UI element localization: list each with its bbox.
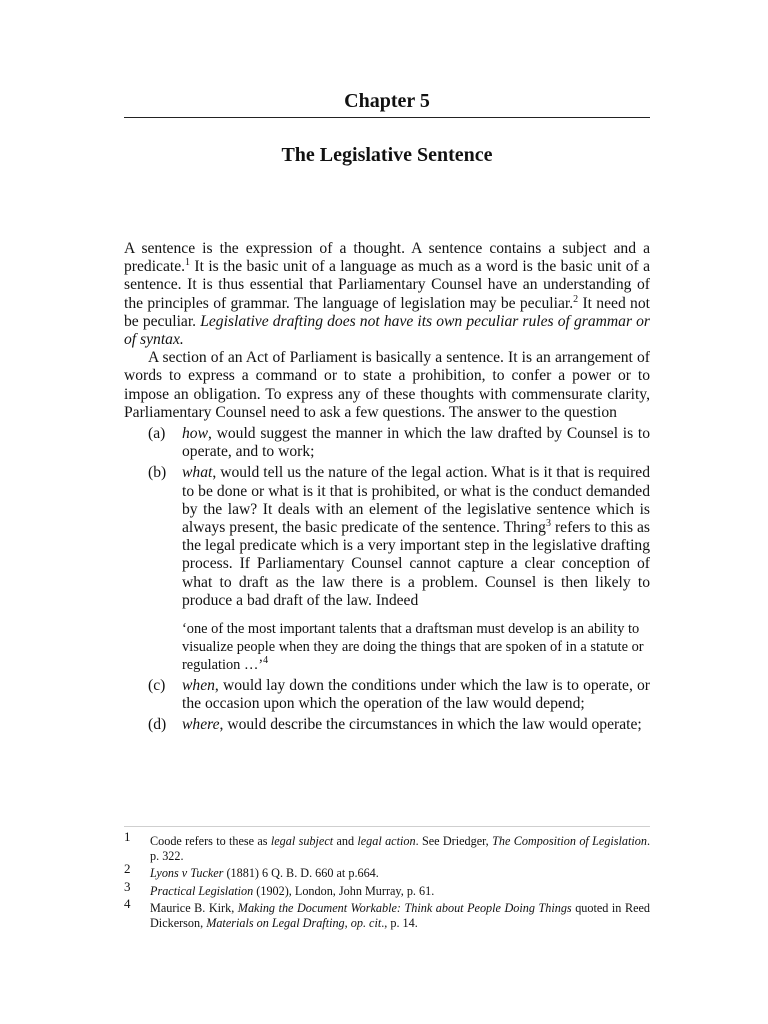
list-item-a xyxy=(124,425,650,461)
list-text: , would describe the circumstances in which the law would operate; xyxy=(219,716,642,734)
list-keyword: where xyxy=(182,716,220,734)
list-text: , would tell us the nature of the legal action. What is it that is required to be done or what is it that is prohibited, or what is the conduct demanded by the law? It deals with an element of the legislative sentence which is always present, the basic predicate of the sentence. Thring xyxy=(182,464,650,537)
list-text: , would suggest the manner in which the law drafted by Counsel is to operate, and to work; xyxy=(182,425,650,461)
text-7: Maurice B. Kirk, xyxy=(150,901,238,915)
paragraph-text: A sentence is the expression of a thought. A sentence contains a subject and a predicate. xyxy=(124,240,650,276)
text-8: quoted in Reed Dickerson, xyxy=(150,901,650,930)
footnote-number: 1 xyxy=(124,829,131,844)
text-4: . p. 322. xyxy=(150,834,651,863)
i-7: Materials on Legal Drafting xyxy=(206,915,345,930)
footnote-4 xyxy=(124,896,650,930)
footnote-ref-4[interactable]: 4 xyxy=(263,655,269,667)
footnote-ref-2[interactable]: 2 xyxy=(573,293,579,305)
i-2: legal action xyxy=(357,834,416,848)
question-list xyxy=(124,425,650,735)
emphasis-text: Legislative drafting does not have its own peculiar rules of grammar or of syntax xyxy=(124,312,650,349)
block-quote xyxy=(182,620,650,674)
i-4: Lyons v Tucker xyxy=(150,866,224,880)
text-10: ., p. 14. xyxy=(381,915,418,930)
block-quote-el: ‘one of the most important talents that a draftsman must develop is an ability to visualize people when they are doing the things that are spoken of in a statute or regulation …’ xyxy=(182,621,644,674)
footnote-3 xyxy=(124,878,650,899)
footnotes xyxy=(124,829,651,933)
text-5: (1881) 6 Q. B. D. 660 at p.664. xyxy=(223,866,379,880)
i-8: op. cit xyxy=(350,915,382,930)
chapter-title: Chapter 5 xyxy=(344,90,430,112)
text-9: , xyxy=(344,915,351,930)
footnote-number: 3 xyxy=(124,878,131,894)
list-text: , would lay down the conditions under which the law is to operate, or the occasion upon which the operation of the law would depend; xyxy=(182,677,650,713)
paragraph-text: It is the basic unit of a language as much as a word is the basic unit of a sentence. It is thus essential that Parliamentary Counsel have an understanding of the principles of grammar. The language of legislation may be peculiar. xyxy=(124,258,650,312)
list-keyword: when xyxy=(182,677,215,695)
list-marker: (b) xyxy=(148,464,167,482)
footnote-ref-1[interactable]: 1 xyxy=(185,257,191,269)
list-item-d xyxy=(124,716,650,734)
footnote-number: 4 xyxy=(124,896,131,911)
list-marker: (c) xyxy=(148,677,166,695)
list-item-b xyxy=(124,464,650,674)
text-6: (1902), London, John Murray, p. 61. xyxy=(253,883,435,898)
list-keyword: what xyxy=(182,464,213,482)
i-3: The Composition of Legislation xyxy=(492,834,647,848)
i: legal subject xyxy=(270,834,334,848)
list-keyword: how xyxy=(182,425,208,443)
text-3: . See Driedger, xyxy=(415,834,493,848)
list-marker: (d) xyxy=(148,716,167,734)
footnote-1 xyxy=(124,829,651,863)
footnote-2 xyxy=(124,861,650,881)
footnote-divider xyxy=(124,826,650,827)
i-6: Making the Document Workable: Think about People Doing Things xyxy=(237,901,572,915)
text: Coode refers to these as xyxy=(150,834,271,848)
paragraph-text: . xyxy=(179,331,184,349)
chapter-rule xyxy=(124,117,650,118)
paragraph-1 xyxy=(124,240,650,349)
list-item-c xyxy=(124,677,650,713)
paragraph-text: It need not be peculiar. xyxy=(124,294,650,330)
text-2: and xyxy=(333,834,358,848)
i-5: Practical Legislation xyxy=(150,883,254,898)
body-text xyxy=(124,240,650,735)
paragraph-2: A section of an Act of Parliament is basically a sentence. It is an arrangement of words to express a command or to state a prohibition, to confer a power or to impose an obligation. To express any of these thoughts with commensurate clarity, Parliamentary Counsel need to ask a few questions. The answer to the question xyxy=(124,349,650,421)
footnote-number: 2 xyxy=(124,861,131,876)
list-text: refers to this as the legal predicate which is a very important step in the legislative drafting process. If Parliamentary Counsel cannot capture a clear conception of what to draft as the law there is a problem. Counsel is then likely to produce a bad draft of the law. Indeed xyxy=(182,519,650,609)
list-marker: (a) xyxy=(148,425,166,443)
section-title: The Legislative Sentence xyxy=(281,144,493,166)
footnote-ref-3[interactable]: 3 xyxy=(545,517,551,529)
